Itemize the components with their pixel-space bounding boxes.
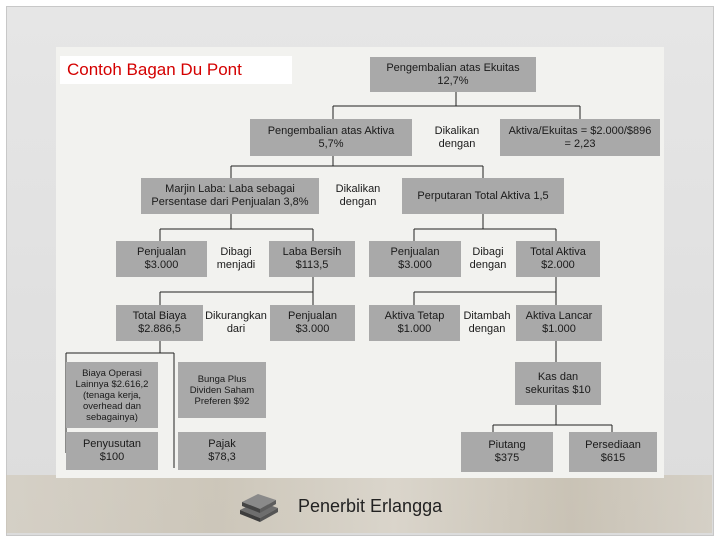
- tax-box: Pajak $78,3: [178, 432, 266, 470]
- fixed-assets-box: Aktiva Tetap $1.000: [369, 305, 460, 341]
- multiply-operator: Dikalikan dengan: [434, 125, 480, 150]
- total-cost-box: Total Biaya $2.886,5: [116, 305, 203, 341]
- cash-securities-box: Kas dan sekuritas $10: [515, 362, 601, 405]
- sales-box: Penjualan $3.000: [116, 241, 207, 277]
- page-title: Contoh Bagan Du Pont: [60, 56, 292, 84]
- book-stack-icon: [236, 488, 282, 524]
- profit-margin-box: Marjin Laba: Laba sebagai Persentase dari Penjualan 3,8%: [141, 178, 319, 214]
- receivables-box: Piutang $375: [461, 432, 553, 472]
- publisher-label: Penerbit Erlangga: [298, 496, 443, 516]
- roa-box: Pengembalian atas Aktiva 5,7%: [250, 119, 412, 156]
- total-assets-box: Total Aktiva $2.000: [516, 241, 600, 277]
- subtract-operator: Dikurangkan dari: [205, 310, 267, 335]
- multiply-operator: Dikalikan dengan: [335, 183, 381, 208]
- divide-operator: Dibagi dengan: [469, 246, 507, 271]
- other-operating-cost-box: Biaya Operasi Lainnya $2.616,2 (tenaga kerja, overhead dan sebagainya): [66, 362, 158, 428]
- depreciation-box: Penyusutan $100: [66, 432, 158, 470]
- sales-box: Penjualan $3.000: [270, 305, 355, 341]
- equity-multiplier-box: Aktiva/Ekuitas = $2.000/$896 = 2,23: [500, 119, 660, 156]
- divide-operator: Dibagi menjadi: [216, 246, 256, 271]
- current-assets-box: Aktiva Lancar $1.000: [516, 305, 602, 341]
- inventory-box: Persediaan $615: [569, 432, 657, 472]
- add-operator: Ditambah dengan: [463, 310, 511, 335]
- net-income-box: Laba Bersih $113,5: [269, 241, 355, 277]
- sales-box: Penjualan $3.000: [369, 241, 461, 277]
- interest-dividend-box: Bunga Plus Dividen Saham Preferen $92: [178, 362, 266, 418]
- asset-turnover-box: Perputaran Total Aktiva 1,5: [402, 178, 564, 214]
- roe-box: Pengembalian atas Ekuitas 12,7%: [370, 57, 536, 92]
